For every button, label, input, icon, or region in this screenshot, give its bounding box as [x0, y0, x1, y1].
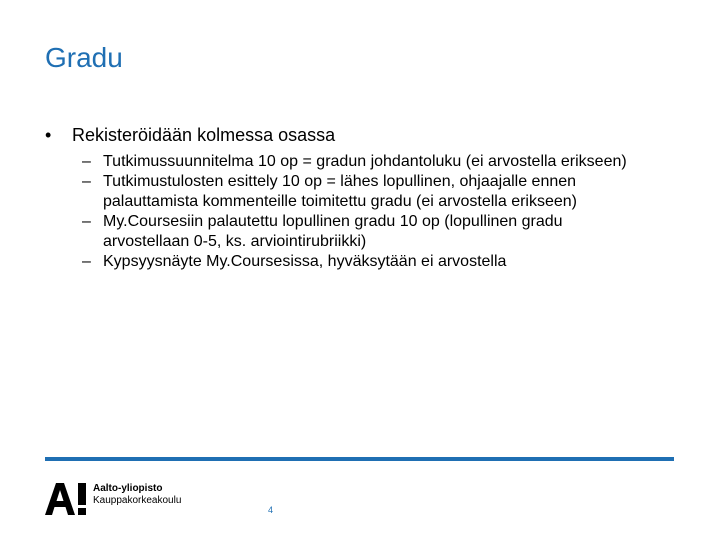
- sub-bullet-item: [82, 152, 642, 172]
- logo-university-name: Aalto-yliopisto: [93, 483, 163, 494]
- aalto-logo: [45, 481, 195, 517]
- logo-text: [93, 483, 181, 507]
- dash-marker: –: [82, 153, 91, 170]
- sub-bullet-item: [82, 252, 642, 272]
- dash-marker: –: [82, 173, 91, 190]
- footer-divider: [45, 457, 674, 461]
- dash-marker: –: [82, 213, 91, 230]
- logo-school-name: Kauppakorkeakoulu: [93, 495, 182, 506]
- dash-marker: –: [82, 253, 91, 270]
- sub-bullet-text: Tutkimustulosten esittely 10 op = lähes lopullinen, ohjaajalle ennen palauttamista kommenteille toimitettu gradu (ei arvostella erikseen): [103, 173, 577, 210]
- sub-bullet-text: My.Coursesiin palautettu lopullinen gradu 10 op (lopullinen gradu arvostellaan 0-5, ks. arviointirubriikki): [103, 213, 563, 250]
- bullet-item: [45, 124, 335, 146]
- sub-bullet-list: [82, 152, 642, 272]
- slide-title: Gradu: [45, 42, 123, 73]
- page-number: 4: [268, 505, 274, 515]
- bullet-text: Rekisteröidään kolmessa osassa: [72, 125, 336, 145]
- sub-bullet-item: [82, 212, 642, 252]
- sub-bullet-text: Kypsyysnäyte My.Coursesissa, hyväksytään ei arvostella: [103, 253, 507, 270]
- aalto-logo-mark-icon: [45, 481, 91, 517]
- bullet-marker: •: [45, 125, 52, 145]
- sub-bullet-text: Tutkimussuunnitelma 10 op = gradun johdantoluku (ei arvostella erikseen): [103, 153, 627, 170]
- sub-bullet-item: [82, 172, 642, 212]
